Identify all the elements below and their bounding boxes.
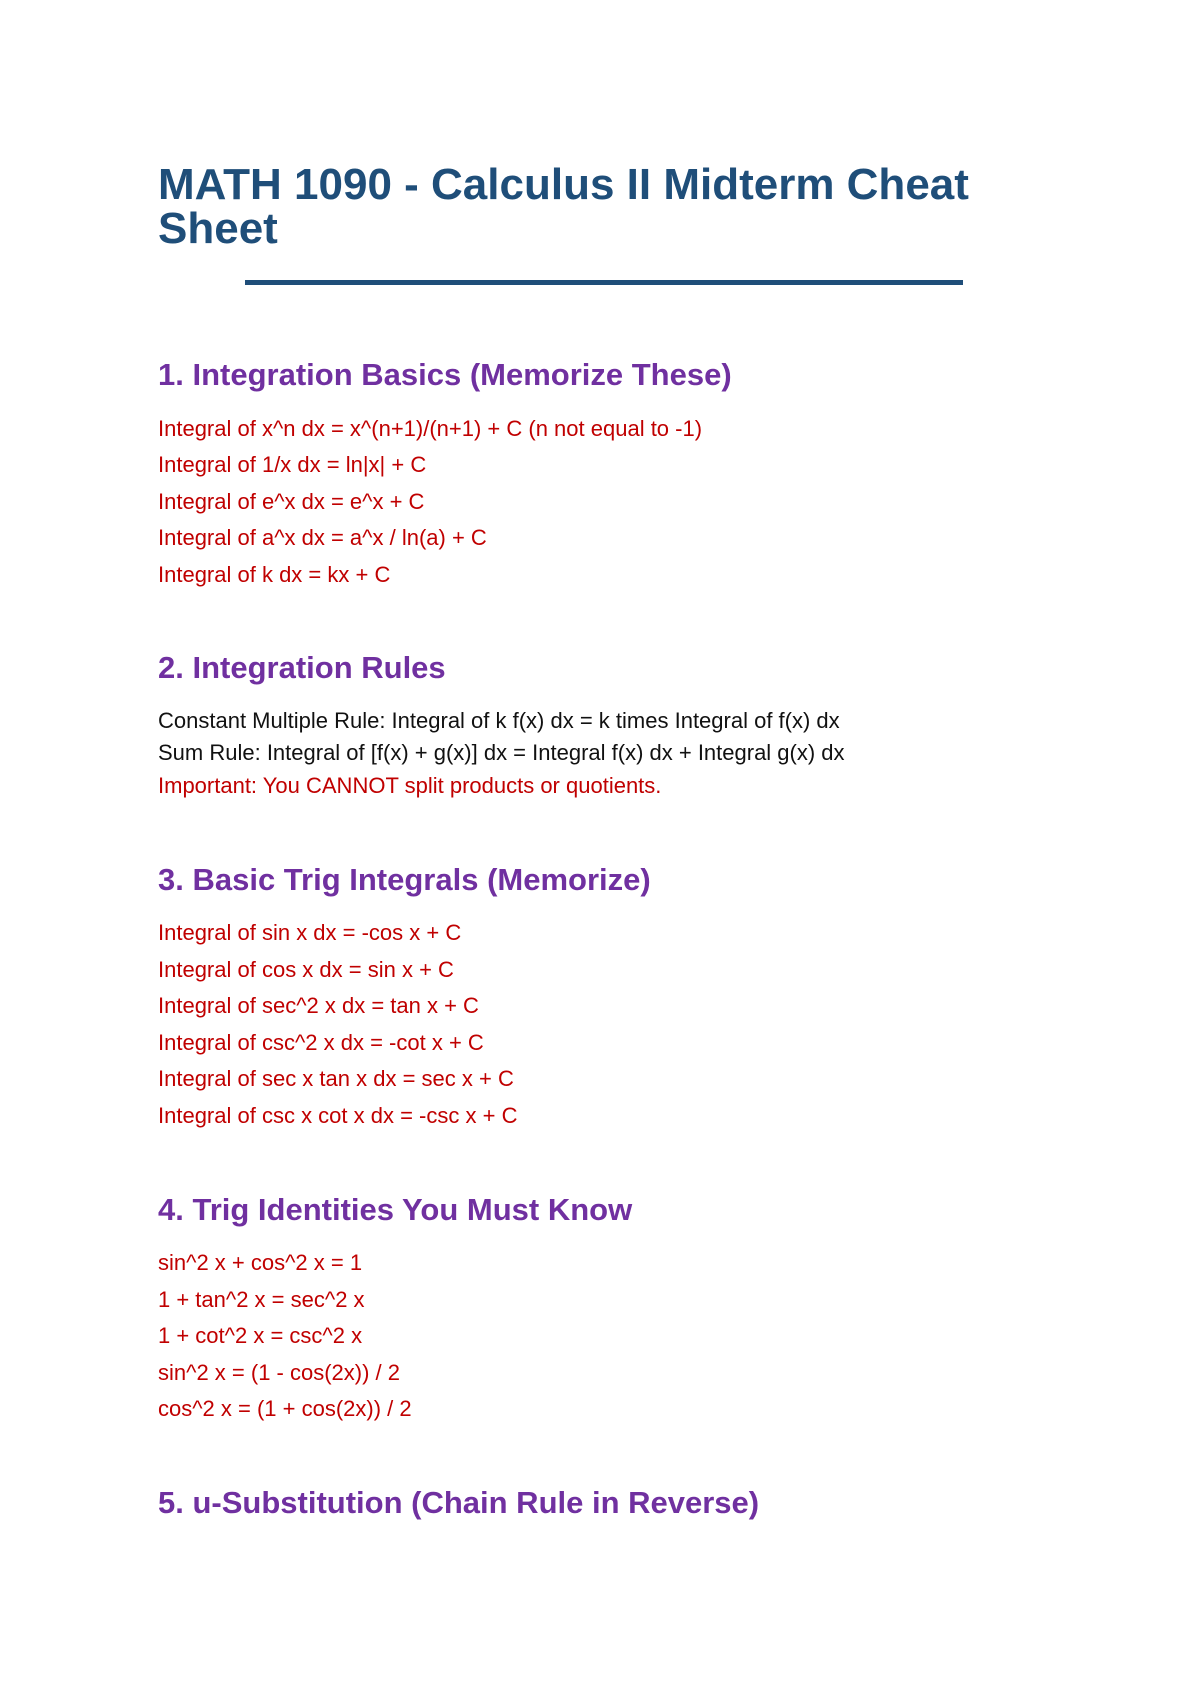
identity-line: 1 + tan^2 x = sec^2 x — [158, 1287, 365, 1312]
formula-line: Integral of cos x dx = sin x + C — [158, 957, 454, 982]
section-heading-integration-basics: 1. Integration Basics (Memorize These) — [158, 357, 732, 392]
identity-line: 1 + cot^2 x = csc^2 x — [158, 1323, 363, 1348]
formula-line: Integral of x^n dx = x^(n+1)/(n+1) + C (n not equal to -1) — [158, 416, 703, 441]
title-divider — [245, 280, 963, 285]
identity-line: cos^2 x = (1 + cos(2x)) / 2 — [158, 1396, 412, 1421]
rule-line: Sum Rule: Integral of [f(x) + g(x)] dx = Integral f(x) dx + Integral g(x) dx — [158, 740, 845, 765]
section-heading-basic-trig-integrals: 3. Basic Trig Integrals (Memorize) — [158, 862, 651, 897]
identity-line: sin^2 x = (1 - cos(2x)) / 2 — [158, 1360, 400, 1385]
page-title: MATH 1090 - Calculus II Midterm Cheat Sheet — [158, 160, 969, 253]
rule-line: Constant Multiple Rule: Integral of k f(x) dx = k times Integral of f(x) dx — [158, 708, 840, 733]
formula-line: Integral of k dx = kx + C — [158, 562, 391, 587]
formula-line: Integral of sin x dx = -cos x + C — [158, 920, 462, 945]
formula-line: Integral of csc^2 x dx = -cot x + C — [158, 1030, 484, 1055]
section-heading-integration-rules: 2. Integration Rules — [158, 650, 446, 685]
section-heading-u-substitution: 5. u-Substitution (Chain Rule in Reverse) — [158, 1485, 760, 1520]
formula-line: Integral of csc x cot x dx = -csc x + C — [158, 1103, 518, 1128]
formula-line: Integral of sec x tan x dx = sec x + C — [158, 1066, 514, 1091]
formula-line: Integral of a^x dx = a^x / ln(a) + C — [158, 525, 487, 550]
formula-line: Integral of e^x dx = e^x + C — [158, 489, 425, 514]
important-note: Important: You CANNOT split products or quotients. — [158, 773, 662, 798]
formula-line: Integral of 1/x dx = ln|x| + C — [158, 452, 427, 477]
formula-line: Integral of sec^2 x dx = tan x + C — [158, 993, 479, 1018]
identity-line: sin^2 x + cos^2 x = 1 — [158, 1250, 363, 1275]
section-heading-trig-identities: 4. Trig Identities You Must Know — [158, 1192, 633, 1227]
